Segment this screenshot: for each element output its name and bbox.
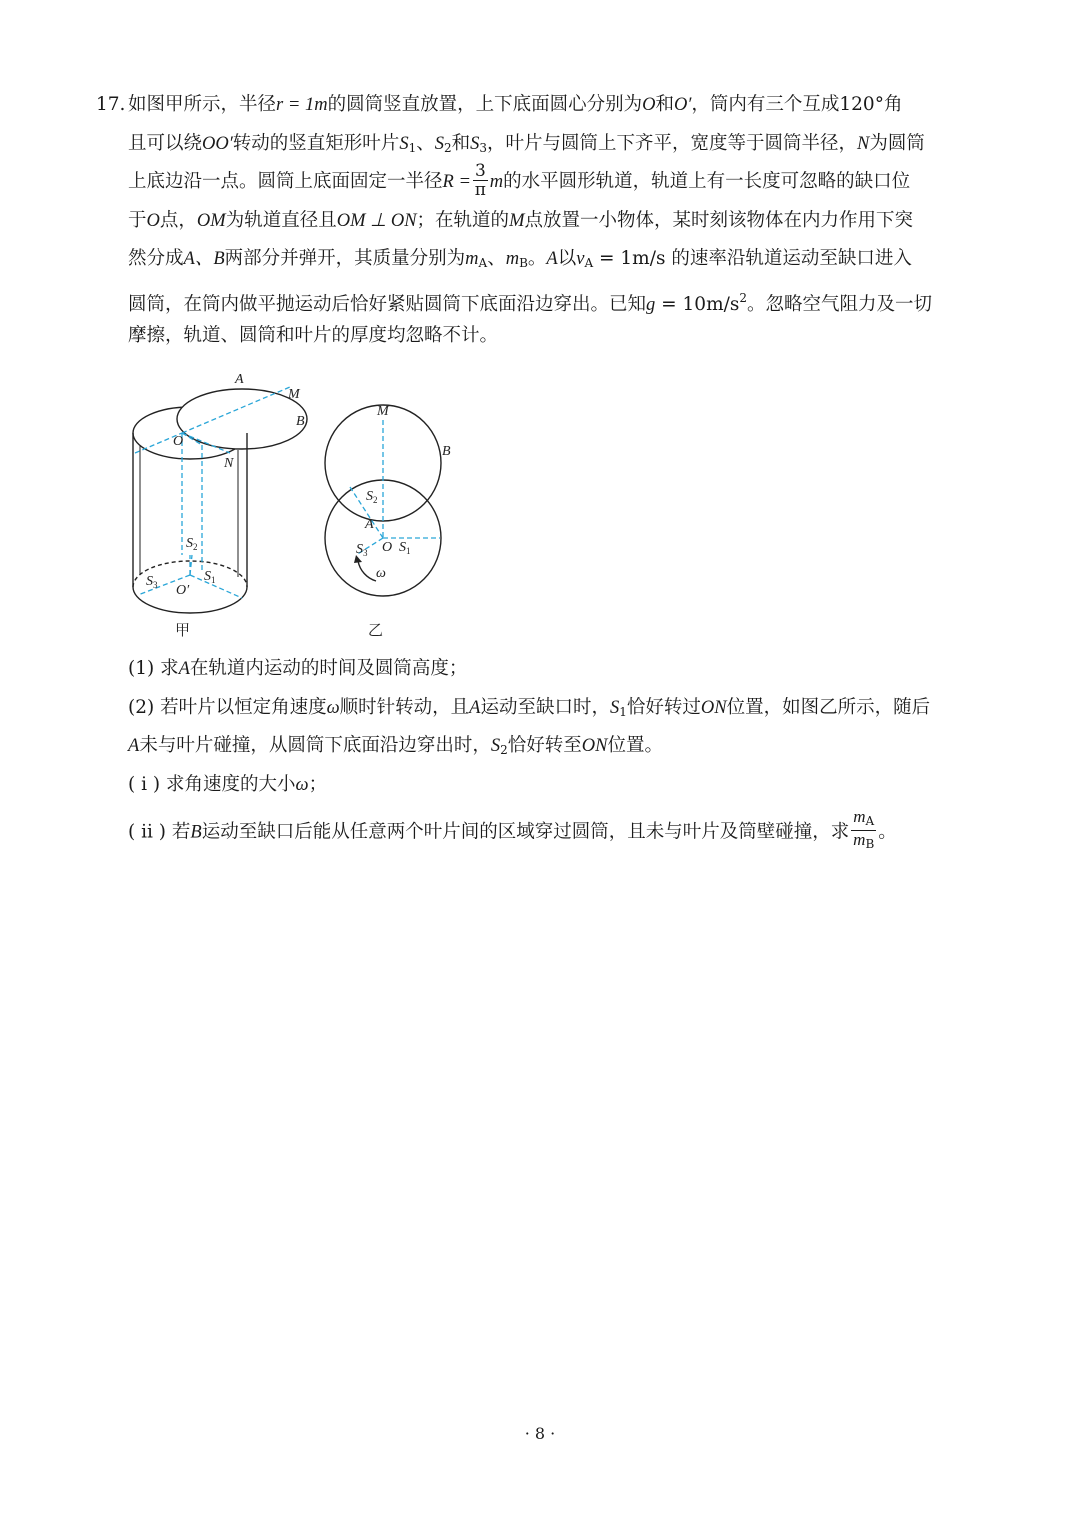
- label-jia-O: O: [173, 434, 184, 449]
- label-jia-A: A: [235, 372, 244, 387]
- problem-line-3: 上底边沿一点。圆筒上底面固定一半径R = $\frac{3}{\pi}$ m的水平圆形轨道，轨道上有一长度可忽略的缺口位: [128, 160, 911, 200]
- question-2-line-2: A未与叶片碰撞，从圆筒下底面沿边穿出时，$S_2$恰好转至ON位置。: [128, 735, 663, 757]
- question-2-ii: ( ii ) 若B运动至缺口后能从任意两个叶片间的区域穿过圆筒，且未与叶片及筒壁碰撞，求 $\frac{m_A}{m_B}$ 。: [128, 807, 897, 851]
- problem-line-7: 摩擦，轨道、圆筒和叶片的厚度均忽略不计。: [128, 325, 499, 346]
- label-yi-S1: $S_1$: [399, 540, 411, 556]
- bottom-blade-s1: [190, 575, 242, 598]
- label-jia-S3: $S_3$: [146, 574, 158, 590]
- question-1: (1) 求A在轨道内运动的时间及圆筒高度；: [128, 658, 468, 679]
- label-jia-S1: $S_1$: [204, 569, 216, 585]
- fraction-mA-over-mB: $\frac{m_A}{m_B}$: [853, 807, 875, 851]
- label-yi-A: A: [365, 517, 374, 532]
- figure-yi-blue-lines: [350, 420, 440, 555]
- problem-statement: [96, 86, 986, 356]
- page-number: · 8 ·: [524, 1424, 556, 1443]
- label-yi-S3: $S_3$: [356, 542, 368, 558]
- question-2-line-1: (2) 若叶片以恒定角速度ω顺时针转动，且A运动至缺口时，$S_1$恰好转过ON位置，如图乙所示，随后: [128, 696, 931, 719]
- label-jia-B: B: [296, 414, 305, 429]
- rotation-arrow: [358, 561, 376, 581]
- problem-line-5: 然分成A、B两部分并弹开，其质量分别为$m_A$、$m_B$。A以$v_A = 1m/s$ 的速率沿轨道运动至缺口进入: [128, 248, 912, 270]
- label-jia-S2: $S_2$: [186, 536, 198, 552]
- question-number: 17.: [96, 94, 126, 115]
- label-yi-B: B: [442, 444, 451, 459]
- label-yi-S2: $S_2$: [366, 489, 378, 505]
- sub-questions: [128, 650, 988, 849]
- caption-yi: 乙: [368, 623, 384, 639]
- figure: [120, 365, 480, 650]
- problem-line-4: 于O点，OM为轨道直径且OM ⊥ ON；在轨道的M点放置一小物体，某时刻该物体在内力作用下突: [128, 209, 913, 231]
- label-jia-N: N: [224, 456, 234, 471]
- figure-svg: [120, 365, 480, 650]
- figure-yi-labels: [356, 404, 451, 581]
- fraction-3-over-pi: $\frac{3}{\pi}$: [474, 160, 486, 200]
- label-jia-Op: O′: [176, 583, 190, 598]
- label-yi-M: M: [377, 404, 389, 419]
- label-yi-O: O: [382, 540, 393, 555]
- label-yi-omega: ω: [376, 566, 386, 581]
- problem-line-2: 且可以绕OO′转动的竖直矩形叶片$S_1$、$S_2$和$S_3$，叶片与圆筒上下齐平，宽度等于圆筒半径，N为圆筒: [128, 132, 925, 155]
- problem-line-6: 圆筒，在筒内做平抛运动后恰好紧贴圆筒下底面沿边穿出。已知$g = 10m/s^2$。忽略空气阻力及一切: [128, 290, 932, 315]
- problem-line-1: 17. 如图甲所示，半径r = 1m的圆筒竖直放置，上下底面圆心分别为O和O′，筒内有三个互成120°角: [96, 86, 986, 125]
- caption-jia: 甲: [175, 623, 191, 639]
- question-2-i: ( i ) 求角速度的大小ω；: [128, 773, 328, 795]
- figure-jia: [133, 389, 307, 613]
- label-jia-M: M: [288, 387, 300, 402]
